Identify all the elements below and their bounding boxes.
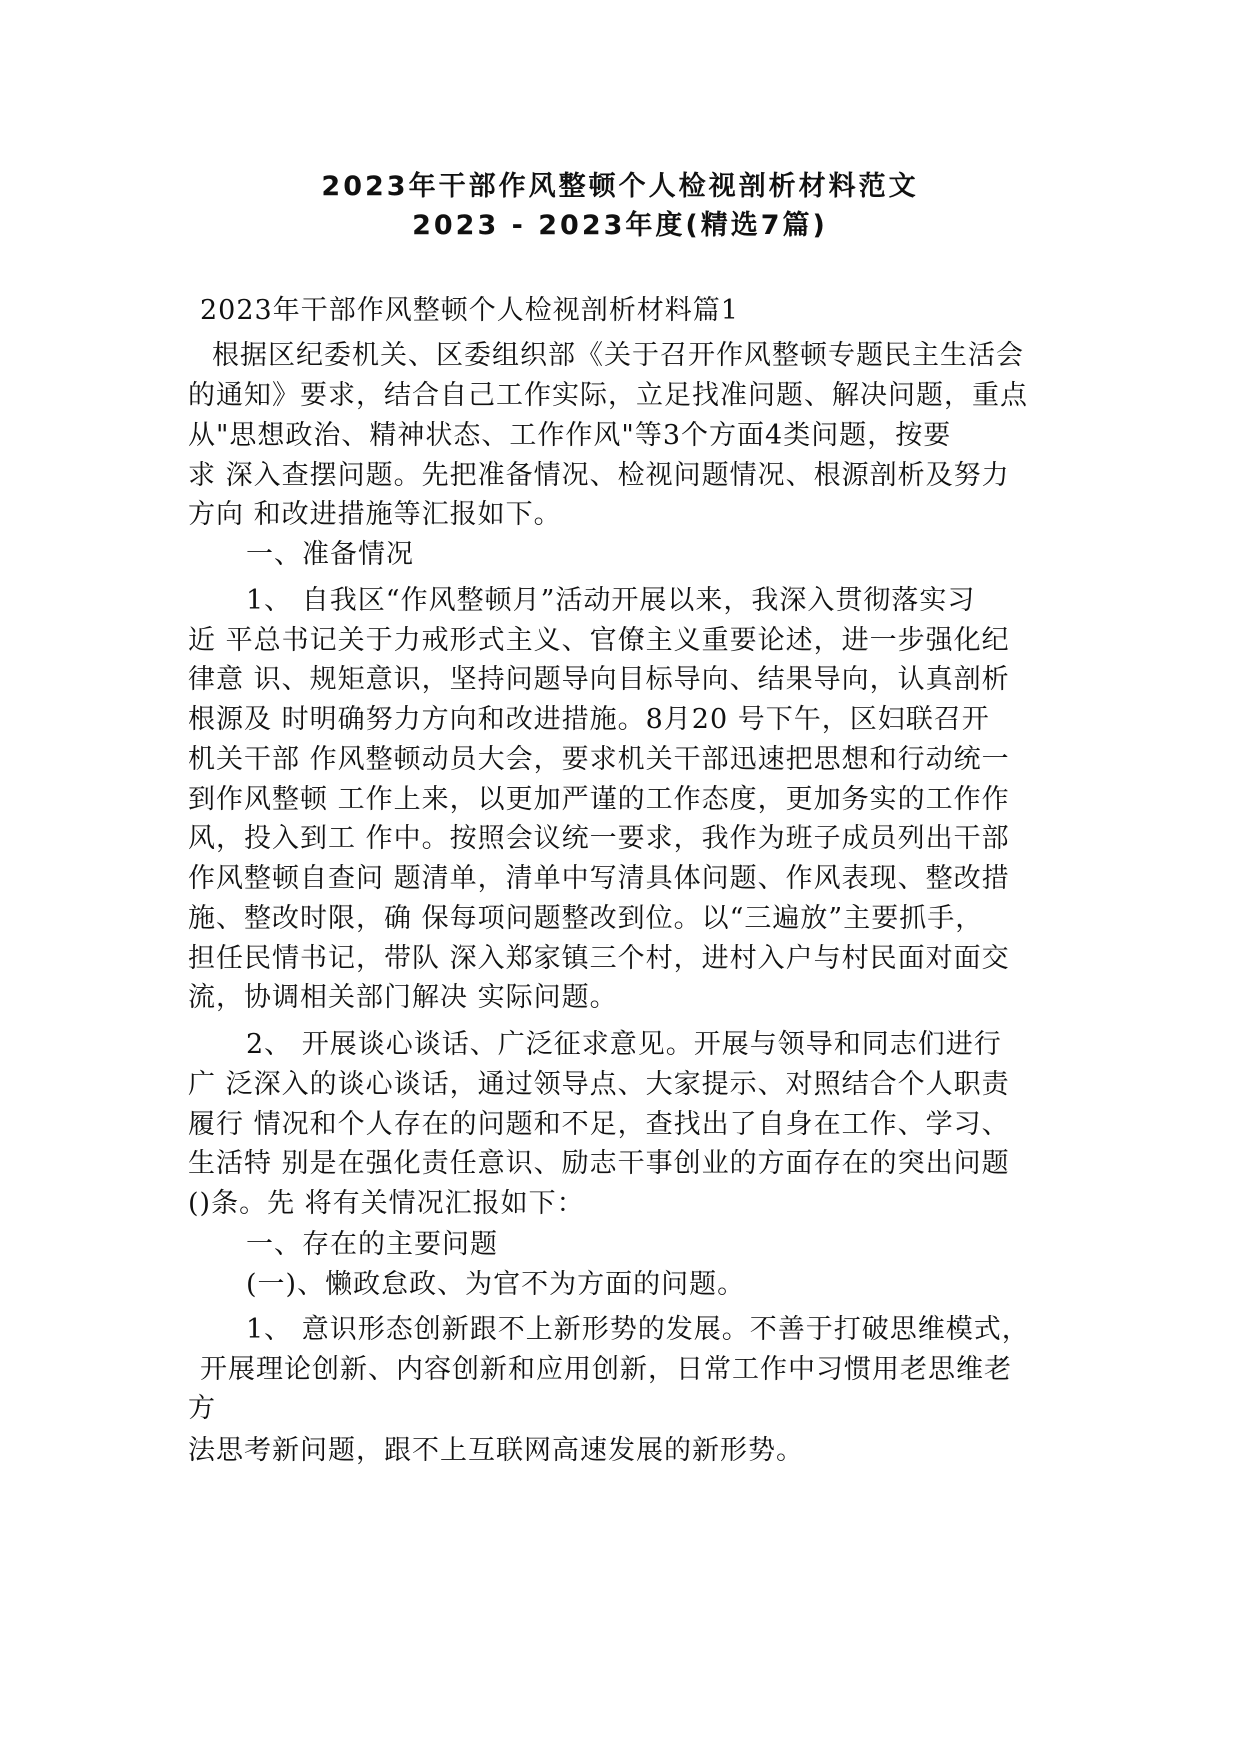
paragraph-line: 作风整顿自查问 题清单，清单中写清具体问题、作风表现、整改措 [188,863,1010,894]
subheading-lazy-governance: (一)、懒政怠政、为官不为方面的问题。 [246,1269,746,1300]
paragraph-line: 律意 识、规矩意识，坚持问题导向目标导向、结果导向，认真剖析 [188,664,1010,695]
paragraph-line: 到作风整顿 工作上来，以更加严谨的工作态度，更加务实的工作作 [188,784,1010,815]
paragraph-line: 根据区纪委机关、区委组织部《关于召开作风整顿专题民主生活会 [212,340,1024,371]
paragraph-line: 开展理论创新、内容创新和应用创新，日常工作中习惯用老思维老 [200,1354,1012,1385]
paragraph-line: ()条。先 将有关情况汇报如下： [188,1188,585,1219]
paragraph-line: 风，投入到工 作中。按照会议统一要求，我作为班子成员列出干部 [188,823,1010,854]
paragraph-line: 近 平总书记关于力戒形式主义、官僚主义重要论述，进一步强化纪 [188,625,1010,656]
section-heading-1: 2023年干部作风整顿个人检视剖析材料篇1 [200,295,739,326]
paragraph-line: 求 深入查摆问题。先把准备情况、检视问题情况、根源剖析及努力 [188,460,1010,491]
paragraph-line: 1、 意识形态创新跟不上新形势的发展。不善于打破思维模式， [246,1314,1030,1345]
paragraph-line: 1、 自我区“作风整顿月”活动开展以来，我深入贯彻落实习 [246,585,976,616]
paragraph-line: 担任民情书记，带队 深入郑家镇三个村，进村入户与村民面对面交 [188,943,1010,974]
paragraph-line: 从"思想政治、精神状态、工作作风"等3个方面4类问题，按要 [188,420,952,451]
document-subtitle: 2023 - 2023年度(精选7篇) [412,210,828,241]
paragraph-line: 流，协调相关部门解决 实际问题。 [188,982,618,1013]
paragraph-line: 广 泛深入的谈心谈话，通过领导点、大家提示、对照结合个人职责 [188,1069,1010,1100]
paragraph-line: 方向 和改进措施等汇报如下。 [188,499,562,530]
paragraph-line: 履行 情况和个人存在的问题和不足，查找出了自身在工作、学习、 [188,1109,1010,1140]
paragraph-line: 的通知》要求，结合自己工作实际，立足找准问题、解决问题，重点 [188,380,1028,411]
paragraph-line: 根源及 时明确努力方向和改进措施。8月20 号下午，区妇联召开 [188,704,990,735]
paragraph-line: 机关干部 作风整顿动员大会，要求机关干部迅速把思想和行动统一 [188,744,1010,775]
paragraph-line: 施、整改时限，确 保每项问题整改到位。以“三遍放”主要抓手， [188,903,984,934]
document-title: 2023年干部作风整顿个人检视剖析材料范文 [321,171,919,202]
paragraph-line: 法思考新问题，跟不上互联网高速发展的新形势。 [188,1435,804,1466]
heading-preparation: 一、准备情况 [246,539,414,570]
paragraph-line: 方 [188,1393,216,1424]
paragraph-line: 生活特 别是在强化责任意识、励志干事创业的方面存在的突出问题 [188,1148,1010,1179]
heading-main-problems: 一、存在的主要问题 [246,1229,498,1260]
paragraph-line: 2、 开展谈心谈话、广泛征求意见。开展与领导和同志们进行 [246,1029,1002,1060]
